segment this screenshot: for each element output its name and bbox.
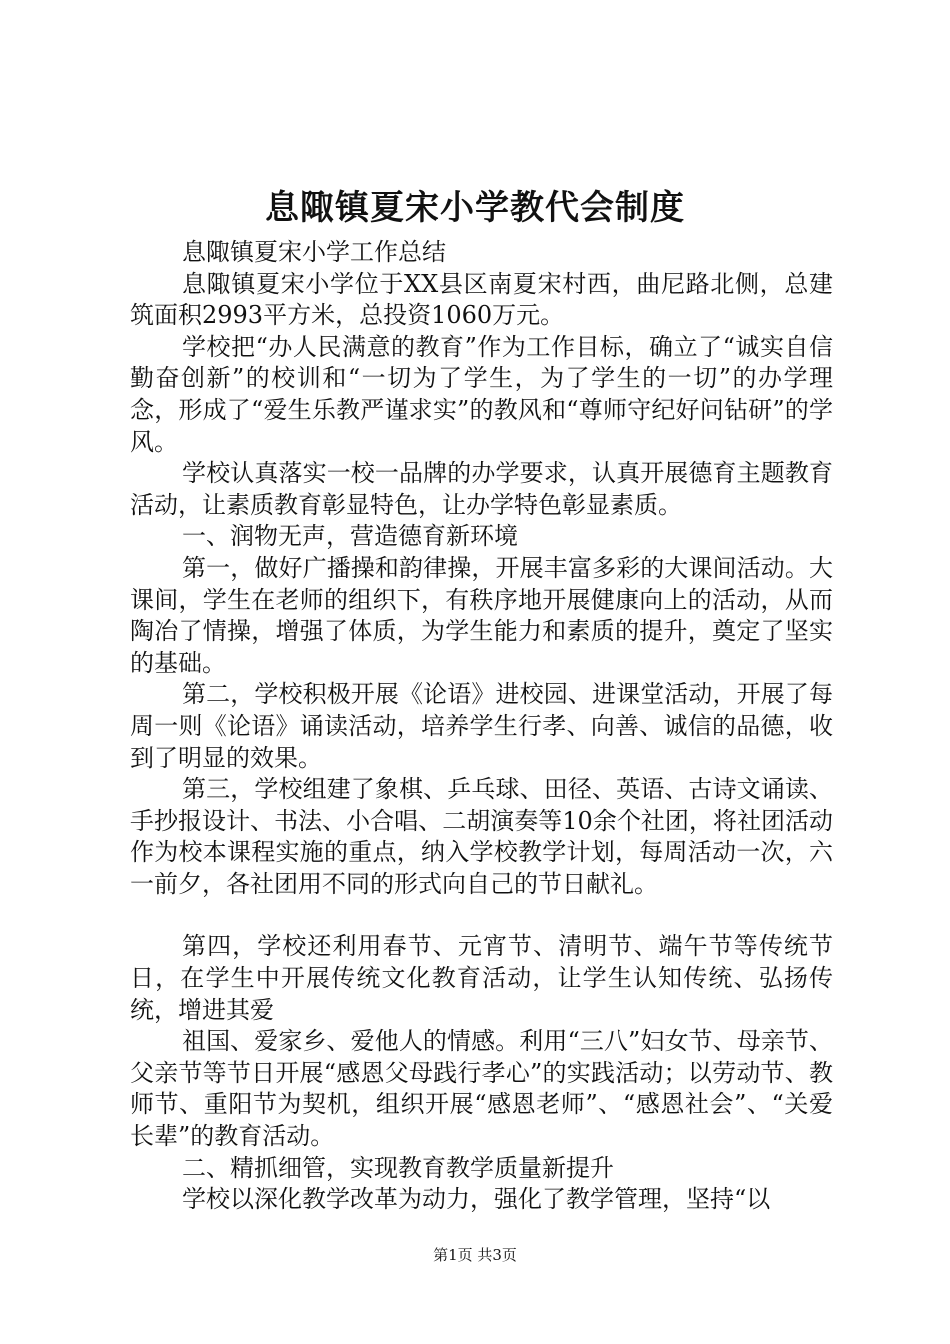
paragraph-third: 第三，学校组建了象棋、乒乓球、田径、英语、古诗文诵读、手抄报设计、书法、小合唱、二胡演奏等10余个社团，将社团活动作为校本课程实施的重点，纳入学校教学计划，每周活动一次，六一前夕，各社团用不同的形式向自己的节日献礼。 xyxy=(130,775,833,898)
paragraph-fourth-continued: 祖国、爱家乡、爱他人的情感。利用“三八”妇女节、母亲节、父亲节等节日开展“感恩父母践行孝心”的实践活动；以劳动节、教师节、重阳节为契机，组织开展“感恩老师”、“感恩社会”、“关爱长辈”的教育活动。 xyxy=(130,1027,833,1151)
paragraph-school-motto: 学校把“办人民满意的教育”作为工作目标，确立了“诚实自信勤奋创新”的校训和“一切为了学生，为了学生的一切”的办学理念，形成了“爱生乐教严谨求实”的教风和“尊师守纪好问钻研”的学风。 xyxy=(130,332,833,456)
paragraph-school-intro: 息陬镇夏宋小学位于XX县区南夏宋村西，曲尼路北侧，总建筑面积2993平方米，总投资1060万元。 xyxy=(130,269,833,330)
page-total: 共3页 xyxy=(477,1246,517,1264)
paragraph-teaching-reform: 学校以深化教学改革为动力，强化了教学管理，坚持“以 xyxy=(182,1185,771,1214)
paragraph-second: 第二，学校积极开展《论语》进校园、进课堂活动，开展了每周一则《论语》诵读活动，培养学生行孝、向善、诚信的品德，收到了明显的效果。 xyxy=(130,680,833,772)
page-footer xyxy=(0,1244,950,1266)
paragraph-gap xyxy=(130,900,833,931)
page-number: 第1页 xyxy=(433,1246,473,1264)
paragraph-school-brand: 学校认真落实一校一品牌的办学要求，认真开展德育主题教育活动，让素质教育彰显特色，让办学特色彰显素质。 xyxy=(130,459,833,519)
section-heading-moral-education: 一、润物无声，营造德育新环境 xyxy=(182,522,518,551)
paragraph-first: 第一，做好广播操和韵律操，开展丰富多彩的大课间活动。大课间，学生在老师的组织下，有秩序地开展健康向上的活动，从而陶冶了情操，增强了体质，为学生能力和素质的提升，奠定了坚实的基础。 xyxy=(130,553,833,677)
page-title: 息陬镇夏宋小学教代会制度 xyxy=(265,188,685,228)
paragraph-fourth: 第四，学校还利用春节、元宵节、清明节、端午节等传统节日，在学生中开展传统文化教育活动，让学生认知传统、弘扬传统，增进其爱 xyxy=(130,932,833,1024)
paragraph-subtitle: 息陬镇夏宋小学工作总结 xyxy=(182,238,446,266)
section-heading-teaching-quality: 二、精抓细管，实现教育教学质量新提升 xyxy=(182,1153,614,1182)
document-body xyxy=(130,237,833,1216)
